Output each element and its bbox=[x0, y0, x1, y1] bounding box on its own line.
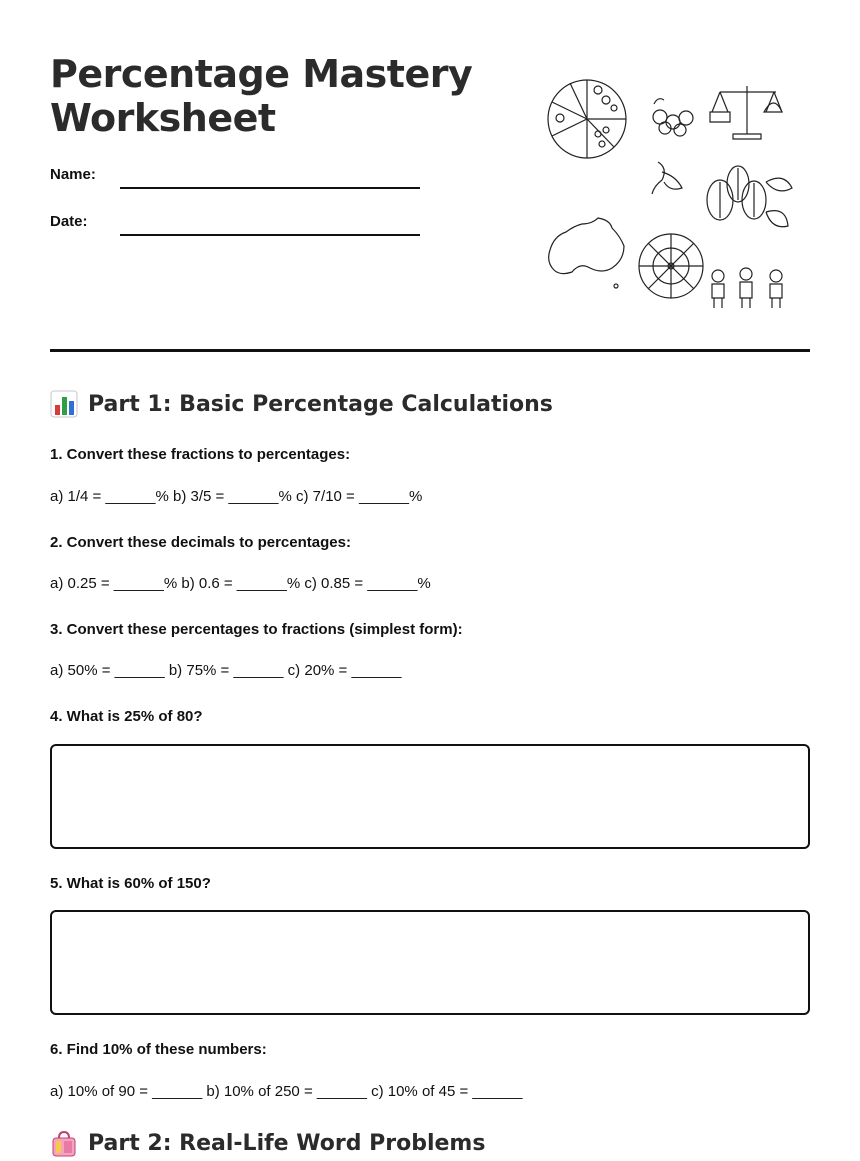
question-4: 4. What is 25% of 80? bbox=[50, 708, 203, 725]
part1-title: Part 1: Basic Percentage Calculations bbox=[88, 391, 553, 417]
question-3: 3. Convert these percentages to fractions (simplest form): bbox=[50, 621, 463, 638]
question-6: 6. Find 10% of these numbers: bbox=[50, 1041, 267, 1058]
answer-box-4[interactable] bbox=[50, 744, 810, 849]
bar-chart-icon bbox=[50, 390, 78, 418]
name-label: Name: bbox=[50, 166, 96, 183]
answer-line-6[interactable]: a) 10% of 90 = ______ b) 10% of 250 = ______ c) 10% of 45 = ______ bbox=[50, 1083, 523, 1100]
pie-chart-icon bbox=[548, 80, 626, 158]
header-divider bbox=[50, 349, 810, 352]
part1-heading bbox=[50, 389, 553, 419]
date-label: Date: bbox=[50, 213, 88, 230]
spinner-wheel-icon bbox=[639, 234, 703, 298]
part2-heading bbox=[50, 1128, 485, 1158]
coffee-beans-icon bbox=[707, 166, 792, 227]
part2-title: Part 2: Real-Life Word Problems bbox=[88, 1130, 486, 1156]
leaf-icon bbox=[652, 162, 682, 194]
children-icon bbox=[712, 268, 782, 308]
answer-line-3[interactable]: a) 50% = ______ b) 75% = ______ c) 20% = ______ bbox=[50, 662, 402, 679]
australia-map-icon bbox=[549, 218, 624, 288]
answer-line-2[interactable]: a) 0.25 = ______% b) 0.6 = ______% c) 0.85 = ______% bbox=[50, 575, 431, 592]
name-field[interactable] bbox=[120, 187, 420, 189]
date-field[interactable] bbox=[120, 234, 420, 236]
balance-scale-icon bbox=[710, 86, 782, 139]
question-2: 2. Convert these decimals to percentages: bbox=[50, 534, 351, 551]
answer-line-1[interactable]: a) 1/4 = ______% b) 3/5 = ______% c) 7/10 = ______% bbox=[50, 488, 423, 505]
question-1: 1. Convert these fractions to percentages: bbox=[50, 446, 351, 463]
worksheet-title: Percentage Mastery Worksheet bbox=[50, 52, 473, 140]
shopping-bag-icon bbox=[50, 1129, 78, 1157]
nuts-icon bbox=[653, 99, 693, 136]
question-5: 5. What is 60% of 150? bbox=[50, 875, 211, 892]
answer-box-5[interactable] bbox=[50, 910, 810, 1015]
percentage-clipart-icon bbox=[540, 72, 802, 317]
